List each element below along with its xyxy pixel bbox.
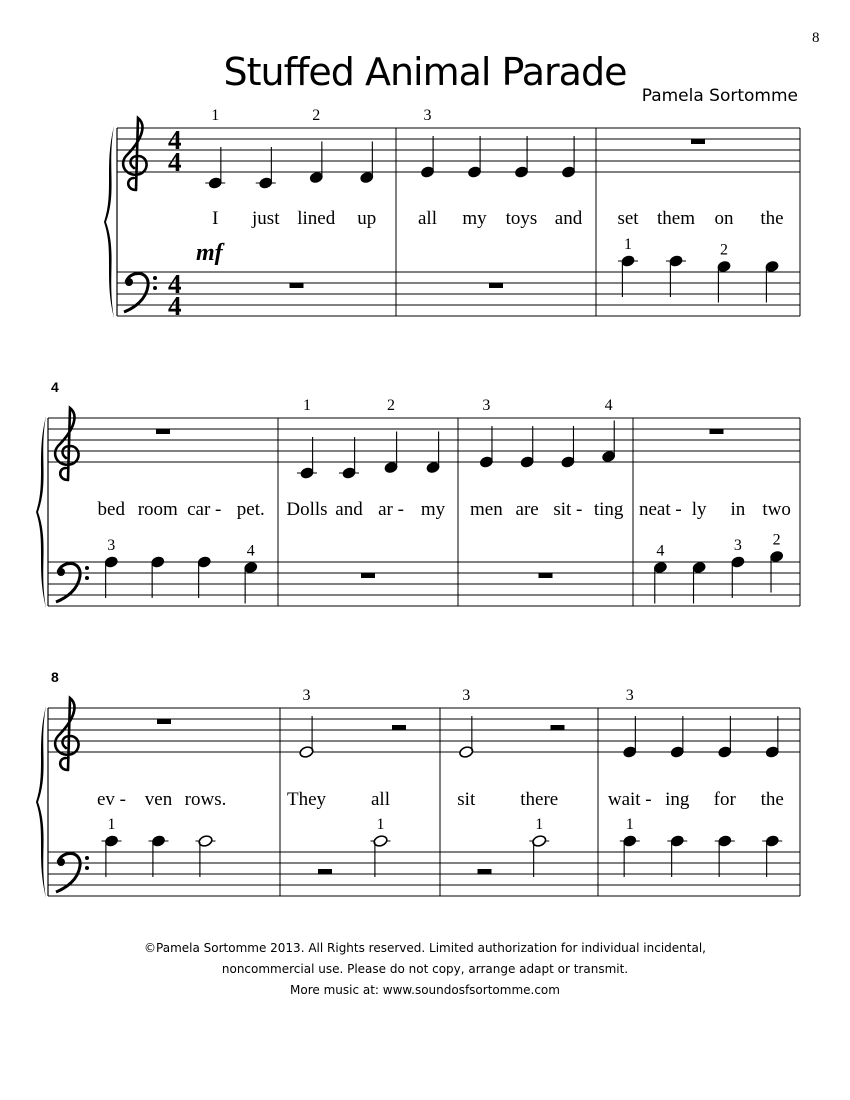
lyric-syllable: two bbox=[762, 499, 791, 520]
quarter-note-head bbox=[718, 746, 732, 759]
fingering-number: 4 bbox=[656, 542, 665, 560]
whole-rest bbox=[539, 573, 553, 578]
half-rest bbox=[551, 725, 565, 730]
lyric-syllable: ing bbox=[665, 789, 690, 810]
brace bbox=[104, 126, 114, 318]
half-rest bbox=[318, 869, 332, 874]
lyric-syllable: there bbox=[520, 789, 559, 810]
quarter-note-head bbox=[561, 456, 575, 469]
lyric-syllable: ly bbox=[691, 499, 707, 520]
lyric-syllable: sit - bbox=[553, 499, 583, 520]
fingering-number: 1 bbox=[624, 236, 632, 253]
lyric-syllable: in bbox=[730, 499, 746, 520]
quarter-note-head bbox=[670, 746, 684, 759]
lyric-syllable: sit bbox=[457, 789, 476, 810]
lyric-syllable: ev - bbox=[96, 789, 127, 810]
quarter-note-head bbox=[717, 260, 731, 273]
measure bbox=[98, 429, 265, 604]
lyric-syllable: neat - bbox=[639, 499, 682, 520]
fingering-number: 1 bbox=[303, 397, 311, 414]
bass-clef-dot bbox=[85, 566, 89, 570]
fingering-number: 4 bbox=[604, 397, 613, 414]
lyric-syllable: all bbox=[371, 789, 390, 810]
bass-clef-dot bbox=[57, 568, 65, 576]
lyric-syllable: lined bbox=[297, 208, 336, 229]
quarter-note-head bbox=[244, 561, 258, 574]
quarter-note-head bbox=[479, 456, 493, 469]
dynamic-marking: mf bbox=[196, 240, 223, 266]
fingering-number: 4 bbox=[246, 542, 255, 560]
measure bbox=[617, 139, 783, 303]
quarter-note-head bbox=[420, 166, 434, 179]
fingering-number: 2 bbox=[772, 531, 781, 549]
fingering-number: 3 bbox=[625, 687, 634, 704]
lyric-syllable: room bbox=[137, 499, 178, 520]
lyric-syllable: set bbox=[617, 208, 639, 229]
quarter-note-head bbox=[151, 835, 165, 848]
quarter-note-head bbox=[670, 835, 684, 848]
measure bbox=[470, 397, 624, 578]
quarter-note-head bbox=[426, 461, 440, 474]
quarter-note-head bbox=[467, 166, 481, 179]
quarter-note-head bbox=[197, 556, 211, 569]
measure-number: 8 bbox=[51, 669, 59, 685]
lyric-syllable: Dolls bbox=[286, 499, 328, 520]
measure bbox=[287, 687, 406, 877]
lyric-syllable: my bbox=[462, 208, 487, 229]
fingering-number: 2 bbox=[387, 397, 395, 414]
lyric-syllable: rows. bbox=[184, 789, 227, 810]
lyric-syllable: toys bbox=[505, 208, 538, 229]
quarter-note-head bbox=[104, 835, 118, 848]
lyric-syllable: ting bbox=[593, 499, 624, 520]
copyright-footer bbox=[0, 938, 850, 1001]
quarter-note-head bbox=[765, 746, 779, 759]
system-2 bbox=[36, 379, 800, 608]
lyric-syllable: the bbox=[760, 789, 784, 810]
fingering-number: 1 bbox=[107, 816, 116, 833]
quarter-note-head bbox=[520, 456, 534, 469]
fingering-number: 3 bbox=[423, 107, 432, 124]
lyric-syllable: I bbox=[212, 208, 219, 229]
fingering-number: 1 bbox=[625, 816, 634, 833]
measure bbox=[608, 687, 784, 877]
fingering-number: 1 bbox=[211, 107, 220, 124]
lyric-syllable: for bbox=[713, 789, 736, 810]
lyric-syllable: are bbox=[515, 499, 539, 520]
song-title: Stuffed Animal Parade bbox=[223, 50, 627, 94]
measure bbox=[457, 687, 564, 877]
fingering-number: 3 bbox=[733, 537, 742, 554]
quarter-note-head bbox=[208, 177, 222, 190]
fingering-number: 1 bbox=[376, 816, 385, 833]
half-rest bbox=[392, 725, 406, 730]
lyric-syllable: They bbox=[286, 789, 327, 810]
footer-line-1: ©Pamela Sortomme 2013. All Rights reserved. Limited authorization for individual incidental, bbox=[144, 941, 706, 955]
fingering-number: 3 bbox=[107, 537, 116, 554]
measure-number: 4 bbox=[51, 379, 59, 395]
lyric-syllable: them bbox=[657, 208, 695, 229]
fingering-number: 3 bbox=[462, 687, 471, 704]
quarter-note-head bbox=[623, 835, 637, 848]
quarter-note-head bbox=[342, 467, 356, 480]
quarter-note-head bbox=[765, 835, 779, 848]
bass-clef-dot bbox=[153, 286, 157, 290]
measure bbox=[418, 107, 583, 288]
footer-line-2: noncommercial use. Please do not copy, arrange adapt or transmit. bbox=[221, 962, 629, 976]
lyric-syllable: pet. bbox=[236, 499, 265, 520]
bass-clef-dot bbox=[153, 276, 157, 280]
system-1 bbox=[104, 107, 800, 321]
quarter-note-head bbox=[731, 556, 745, 569]
measure bbox=[286, 397, 445, 578]
quarter-note-head bbox=[514, 166, 528, 179]
whole-rest bbox=[710, 429, 724, 434]
lyric-syllable: my bbox=[420, 499, 446, 520]
lyric-syllable: on bbox=[714, 208, 734, 229]
time-signature-bottom: 4 bbox=[168, 291, 182, 321]
brace bbox=[36, 416, 46, 608]
lyric-syllable: and bbox=[554, 208, 583, 229]
lyric-syllable: up bbox=[357, 208, 377, 229]
quarter-note-head bbox=[300, 467, 314, 480]
lyric-syllable: ven bbox=[144, 789, 173, 810]
whole-rest bbox=[489, 283, 503, 288]
measure bbox=[97, 719, 226, 877]
quarter-note-head bbox=[653, 561, 667, 574]
quarter-note-head bbox=[692, 561, 706, 574]
time-signature-top: 4 bbox=[168, 269, 182, 299]
half-rest bbox=[478, 869, 492, 874]
fingering-number: 1 bbox=[535, 816, 544, 833]
bass-clef-dot bbox=[85, 576, 89, 580]
system-3 bbox=[36, 669, 800, 898]
quarter-note-head bbox=[104, 556, 118, 569]
quarter-note-head bbox=[360, 171, 374, 184]
quarter-note-head bbox=[309, 171, 323, 184]
quarter-note-head bbox=[718, 835, 732, 848]
bass-clef-dot bbox=[125, 278, 133, 286]
brace bbox=[36, 706, 46, 898]
whole-rest bbox=[361, 573, 375, 578]
lyric-syllable: wait - bbox=[607, 789, 652, 810]
whole-rest bbox=[157, 719, 171, 724]
page-number: 8 bbox=[812, 30, 820, 46]
quarter-note-head bbox=[259, 177, 273, 190]
lyric-syllable: ar - bbox=[378, 499, 404, 520]
treble-clef-icon bbox=[123, 118, 146, 190]
measure bbox=[639, 429, 791, 604]
lyric-syllable: car - bbox=[187, 499, 222, 520]
quarter-note-head bbox=[621, 255, 635, 268]
bass-clef-dot bbox=[85, 856, 89, 860]
treble-clef-icon bbox=[55, 698, 78, 770]
fingering-number: 2 bbox=[720, 241, 728, 259]
composer-name: Pamela Sortomme bbox=[641, 86, 798, 106]
lyric-syllable: bed bbox=[97, 499, 125, 520]
treble-clef-icon bbox=[55, 408, 78, 480]
lyric-syllable: the bbox=[760, 208, 784, 229]
quarter-note-head bbox=[669, 255, 683, 268]
fingering-number: 2 bbox=[312, 107, 321, 124]
bass-clef-dot bbox=[57, 858, 65, 866]
lyric-syllable: men bbox=[470, 499, 503, 520]
fingering-number: 3 bbox=[482, 397, 491, 414]
whole-rest bbox=[156, 429, 170, 434]
lyric-syllable: just bbox=[252, 208, 280, 229]
whole-rest bbox=[691, 139, 705, 144]
footer-line-3: More music at: www.soundosfsortomme.com bbox=[290, 983, 560, 997]
quarter-note-head bbox=[765, 260, 779, 273]
lyric-syllable: and bbox=[335, 499, 363, 520]
quarter-note-head bbox=[561, 166, 575, 179]
quarter-note-head bbox=[601, 450, 615, 463]
quarter-note-head bbox=[623, 746, 637, 759]
measure bbox=[205, 107, 376, 288]
bass-clef-dot bbox=[85, 866, 89, 870]
quarter-note-head bbox=[151, 556, 165, 569]
lyric-syllable: all bbox=[418, 208, 437, 229]
whole-rest bbox=[290, 283, 304, 288]
quarter-note-head bbox=[384, 461, 398, 474]
quarter-note-head bbox=[769, 550, 783, 563]
time-signature-top: 4 bbox=[168, 125, 182, 155]
time-signature-bottom: 4 bbox=[168, 147, 182, 177]
fingering-number: 3 bbox=[302, 687, 311, 704]
